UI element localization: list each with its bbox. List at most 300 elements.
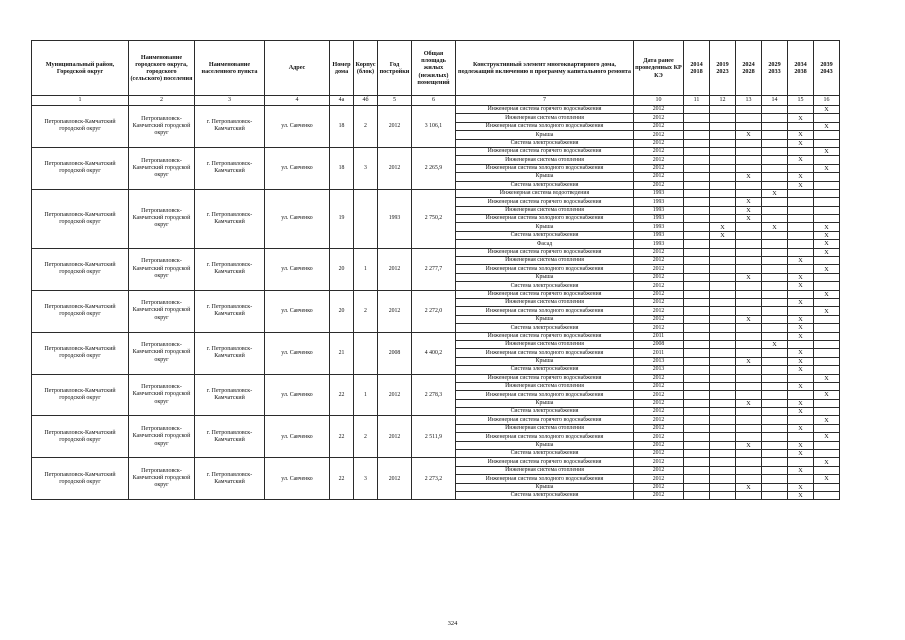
period-cell [684,106,710,114]
period-cell [710,114,736,122]
element-name-cell: Инженерная система холодного водоснабжения [456,391,634,399]
period-cell [762,231,788,239]
period-cell: X [736,173,762,181]
period-cell: X [814,147,840,155]
column-number: 4б [354,96,378,106]
period-cell [788,374,814,382]
period-cell: X [814,164,840,172]
period-cell [736,248,762,256]
district-cell: Петропавловск-Камчатский городской округ [32,189,129,248]
period-cell: X [788,173,814,181]
period-cell [710,147,736,155]
period-cell [710,466,736,474]
street-cell: ул. Савченко [265,374,330,416]
period-cell [684,282,710,290]
period-cell: X [814,475,840,483]
period-cell [762,181,788,189]
period-cell: X [814,122,840,130]
period-cell: X [788,366,814,374]
locality-cell: г. Петропавловск-Камчатский [195,248,265,290]
settlement-cell: Петропавловск-Камчатский городской округ [129,416,195,458]
element-name-cell: Инженерная система горячего водоснабжения [456,248,634,256]
previous-repair-date-cell: 2012 [634,164,684,172]
period-cell [684,147,710,155]
column-number: 15 [788,96,814,106]
previous-repair-date-cell: 1993 [634,189,684,197]
period-cell: X [788,424,814,432]
period-cell [736,164,762,172]
period-cell: X [814,416,840,424]
period-cell [814,114,840,122]
period-cell [736,324,762,332]
period-cell [736,382,762,390]
area-cell: 4 400,2 [412,332,456,374]
period-cell [762,424,788,432]
build-year-cell: 2012 [378,290,412,332]
element-name-cell: Инженерная система отопления [456,156,634,164]
period-cell [736,349,762,357]
period-cell [814,483,840,491]
element-name-cell: Инженерная система холодного водоснабжения [456,122,634,130]
column-number: 6 [412,96,456,106]
period-cell [762,265,788,273]
period-cell [684,173,710,181]
period-cell [736,424,762,432]
element-name-cell: Инженерная система холодного водоснабжения [456,433,634,441]
period-cell [762,290,788,298]
period-cell [814,399,840,407]
previous-repair-date-cell: 1993 [634,223,684,231]
block-cell [354,189,378,248]
previous-repair-date-cell: 2012 [634,466,684,474]
column-header: Адрес [265,41,330,96]
table-body [32,106,840,500]
previous-repair-date-cell: 2012 [634,139,684,147]
period-cell [814,349,840,357]
period-cell [762,131,788,139]
period-cell [684,408,710,416]
period-cell [710,315,736,323]
previous-repair-date-cell: 2012 [634,391,684,399]
period-cell: X [736,483,762,491]
area-cell: 2 750,2 [412,189,456,248]
period-cell [684,424,710,432]
locality-cell: г. Петропавловск-Камчатский [195,106,265,148]
period-cell [762,491,788,499]
settlement-cell: Петропавловск-Камчатский городской округ [129,147,195,189]
element-name-cell: Инженерная система горячего водоснабжения [456,458,634,466]
house-number-cell: 19 [330,189,354,248]
period-cell [762,240,788,248]
period-cell: X [814,248,840,256]
period-cell [710,483,736,491]
element-name-cell: Крыша [456,357,634,365]
period-cell [684,458,710,466]
period-cell [814,273,840,281]
district-cell: Петропавловск-Камчатский городской округ [32,290,129,332]
element-name-cell: Система электроснабжения [456,324,634,332]
element-name-cell: Инженерная система отопления [456,466,634,474]
locality-cell: г. Петропавловск-Камчатский [195,189,265,248]
district-cell: Петропавловск-Камчатский городской округ [32,106,129,148]
period-cell [736,156,762,164]
period-cell: X [788,156,814,164]
period-cell [788,189,814,197]
column-number: 5 [378,96,412,106]
period-cell [788,248,814,256]
period-cell [684,215,710,223]
period-cell [788,206,814,214]
period-cell: X [736,131,762,139]
period-cell [684,416,710,424]
period-cell [736,416,762,424]
period-cell [710,273,736,281]
column-header: 2029 2033 [762,41,788,96]
period-cell [788,164,814,172]
period-cell: X [814,231,840,239]
period-cell [762,466,788,474]
capital-repair-table [31,40,840,500]
period-cell [762,273,788,281]
period-cell [736,181,762,189]
element-name-cell: Инженерная система горячего водоснабжения [456,374,634,382]
period-cell: X [736,198,762,206]
period-cell [788,433,814,441]
period-cell [736,265,762,273]
column-header: Корпус (блок) [354,41,378,96]
period-cell [684,391,710,399]
period-cell [762,206,788,214]
period-cell [788,240,814,248]
period-cell: X [788,131,814,139]
element-name-cell: Крыша [456,315,634,323]
period-cell [762,106,788,114]
element-name-cell: Крыша [456,399,634,407]
previous-repair-date-cell: 2012 [634,483,684,491]
period-cell [710,366,736,374]
street-cell: ул. Савченко [265,290,330,332]
period-cell: X [788,357,814,365]
previous-repair-date-cell: 2012 [634,173,684,181]
element-name-cell: Система электроснабжения [456,408,634,416]
period-cell [762,433,788,441]
element-name-cell: Система электроснабжения [456,450,634,458]
period-cell [762,122,788,130]
period-cell: X [788,466,814,474]
column-header: Муниципальный район, Городской округ [32,41,129,96]
district-cell: Петропавловск-Камчатский городской округ [32,248,129,290]
period-cell [710,491,736,499]
locality-cell: г. Петропавловск-Камчатский [195,332,265,374]
table-row [32,147,840,155]
period-cell [736,189,762,197]
period-cell [762,458,788,466]
period-cell [710,349,736,357]
build-year-cell: 1993 [378,189,412,248]
period-cell [736,114,762,122]
table-row [32,374,840,382]
column-number: 13 [736,96,762,106]
period-cell: X [788,139,814,147]
settlement-cell: Петропавловск-Камчатский городской округ [129,290,195,332]
period-cell [788,122,814,130]
period-cell: X [736,215,762,223]
period-cell [736,466,762,474]
period-cell [710,475,736,483]
element-name-cell: Система электроснабжения [456,139,634,147]
period-cell [736,408,762,416]
period-cell [710,106,736,114]
period-cell [762,324,788,332]
period-cell [684,324,710,332]
period-cell: X [814,240,840,248]
period-cell [736,307,762,315]
period-cell [736,298,762,306]
period-cell [762,366,788,374]
block-cell: 3 [354,458,378,500]
period-cell: X [788,324,814,332]
street-cell: ул. Савченко [265,248,330,290]
period-cell [684,307,710,315]
build-year-cell: 2012 [378,147,412,189]
column-number: 1 [32,96,129,106]
period-cell: X [710,231,736,239]
element-name-cell: Инженерная система отопления [456,298,634,306]
period-cell [788,215,814,223]
area-cell: 3 106,1 [412,106,456,148]
period-cell [814,131,840,139]
period-cell [710,156,736,164]
build-year-cell: 2012 [378,248,412,290]
period-cell [710,324,736,332]
settlement-cell: Петропавловск-Камчатский городской округ [129,458,195,500]
block-cell: 2 [354,416,378,458]
period-cell [736,491,762,499]
block-cell: 2 [354,290,378,332]
house-number-cell: 22 [330,416,354,458]
period-cell [736,450,762,458]
column-header: Номер дома [330,41,354,96]
period-cell [710,189,736,197]
element-name-cell: Инженерная система горячего водоснабжения [456,106,634,114]
period-cell [788,147,814,155]
period-cell [814,466,840,474]
locality-cell: г. Петропавловск-Камчатский [195,458,265,500]
build-year-cell: 2012 [378,416,412,458]
period-cell [684,450,710,458]
previous-repair-date-cell: 2012 [634,433,684,441]
period-cell [762,298,788,306]
period-cell [684,139,710,147]
period-cell [814,173,840,181]
period-cell [710,408,736,416]
build-year-cell: 2012 [378,374,412,416]
locality-cell: г. Петропавловск-Камчатский [195,416,265,458]
period-cell: X [788,441,814,449]
period-cell [814,156,840,164]
previous-repair-date-cell: 2012 [634,131,684,139]
previous-repair-date-cell: 2012 [634,147,684,155]
period-cell [710,282,736,290]
element-name-cell: Крыша [456,223,634,231]
table-header [32,41,840,106]
period-cell [788,265,814,273]
element-name-cell: Инженерная система холодного водоснабжения [456,475,634,483]
period-cell: X [814,458,840,466]
period-cell [710,206,736,214]
period-cell: X [814,290,840,298]
period-cell [684,231,710,239]
element-name-cell: Инженерная система отопления [456,340,634,348]
period-cell [684,483,710,491]
period-cell [762,307,788,315]
period-cell [814,450,840,458]
column-number: 4 [265,96,330,106]
period-cell [814,257,840,265]
element-name-cell: Инженерная система водоотведения [456,189,634,197]
period-cell [788,290,814,298]
period-cell: X [788,382,814,390]
header-row [32,41,840,96]
period-cell [762,408,788,416]
period-cell [710,424,736,432]
previous-repair-date-cell: 2012 [634,290,684,298]
element-name-cell: Крыша [456,441,634,449]
district-cell: Петропавловск-Камчатский городской округ [32,374,129,416]
period-cell [684,290,710,298]
column-header: 2014 2018 [684,41,710,96]
period-cell: X [736,315,762,323]
period-cell: X [814,433,840,441]
district-cell: Петропавловск-Камчатский городской округ [32,332,129,374]
block-cell: 2 [354,106,378,148]
period-cell [736,433,762,441]
element-name-cell: Инженерная система отопления [456,114,634,122]
previous-repair-date-cell: 1993 [634,206,684,214]
element-name-cell: Инженерная система отопления [456,424,634,432]
element-name-cell: Система электроснабжения [456,282,634,290]
settlement-cell: Петропавловск-Камчатский городской округ [129,106,195,148]
previous-repair-date-cell: 2011 [634,349,684,357]
element-name-cell: Инженерная система отопления [456,382,634,390]
period-cell [788,231,814,239]
period-cell [710,399,736,407]
previous-repair-date-cell: 2012 [634,273,684,281]
period-cell: X [736,206,762,214]
period-cell [710,240,736,248]
previous-repair-date-cell: 1993 [634,240,684,248]
period-cell [684,156,710,164]
period-cell [684,433,710,441]
period-cell [736,106,762,114]
settlement-cell: Петропавловск-Камчатский городской округ [129,374,195,416]
period-cell [710,382,736,390]
period-cell [762,315,788,323]
period-cell [710,131,736,139]
period-cell [762,357,788,365]
column-header: Наименование населенного пункта [195,41,265,96]
previous-repair-date-cell: 2012 [634,408,684,416]
period-cell: X [788,273,814,281]
period-cell [684,164,710,172]
element-name-cell: Инженерная система отопления [456,206,634,214]
period-cell [710,332,736,340]
element-name-cell: Инженерная система холодного водоснабжения [456,164,634,172]
street-cell: ул. Савченко [265,189,330,248]
period-cell [684,114,710,122]
previous-repair-date-cell: 2012 [634,298,684,306]
period-cell [814,441,840,449]
settlement-cell: Петропавловск-Камчатский городской округ [129,332,195,374]
element-name-cell: Инженерная система холодного водоснабжения [456,349,634,357]
block-cell [354,332,378,374]
previous-repair-date-cell: 2012 [634,156,684,164]
period-cell [684,206,710,214]
period-cell [684,491,710,499]
period-cell [762,332,788,340]
period-cell [762,475,788,483]
previous-repair-date-cell: 2012 [634,257,684,265]
area-cell: 2 265,9 [412,147,456,189]
period-cell [762,248,788,256]
period-cell: X [814,106,840,114]
period-cell [736,475,762,483]
period-cell [684,382,710,390]
period-cell: X [788,408,814,416]
column-number: 7 [456,96,634,106]
previous-repair-date-cell: 2011 [634,332,684,340]
period-cell [684,257,710,265]
element-name-cell: Инженерная система холодного водоснабжения [456,265,634,273]
period-cell: X [736,357,762,365]
period-cell [762,391,788,399]
period-cell: X [736,441,762,449]
period-cell [710,307,736,315]
previous-repair-date-cell: 2012 [634,282,684,290]
table-row [32,248,840,256]
settlement-cell: Петропавловск-Камчатский городской округ [129,248,195,290]
period-cell [736,374,762,382]
period-cell [710,340,736,348]
house-number-cell: 18 [330,147,354,189]
period-cell [788,198,814,206]
period-cell [762,173,788,181]
column-header: Год постройки [378,41,412,96]
period-cell [814,382,840,390]
period-cell [710,391,736,399]
column-header: Наименование городского округа, городского (сельского) поселения [129,41,195,96]
build-year-cell: 2012 [378,106,412,148]
period-cell [736,458,762,466]
previous-repair-date-cell: 2013 [634,366,684,374]
house-number-cell: 21 [330,332,354,374]
period-cell [762,147,788,155]
period-cell [814,332,840,340]
element-name-cell: Система электроснабжения [456,491,634,499]
period-cell: X [762,340,788,348]
period-cell: X [710,223,736,231]
column-header: Конструктивный элемент многоквартирного дома, подлежащий включению в программу капитального ремонта [456,41,634,96]
previous-repair-date-cell: 2012 [634,265,684,273]
period-cell: X [788,282,814,290]
previous-repair-date-cell: 2012 [634,248,684,256]
period-cell [814,206,840,214]
period-cell [814,139,840,147]
period-cell [762,441,788,449]
street-cell: ул. Савченко [265,332,330,374]
table-row [32,416,840,424]
element-name-cell: Система электроснабжения [456,231,634,239]
